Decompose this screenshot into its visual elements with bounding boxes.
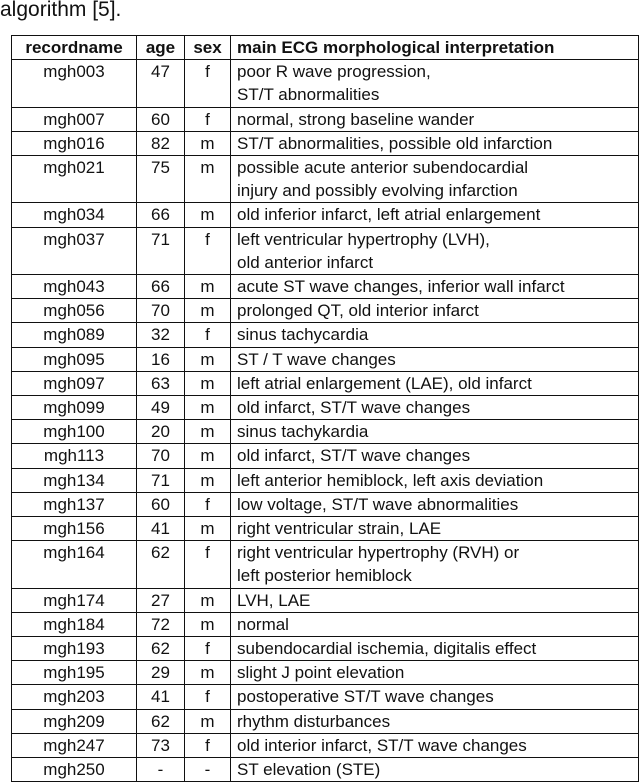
header-sex: sex xyxy=(185,36,231,60)
cell-recordname: mgh003 xyxy=(12,60,137,107)
interpretation-line: right ventricular strain, LAE xyxy=(237,519,442,539)
interpretation-line: low voltage, ST/T wave abnormalities xyxy=(237,494,519,514)
interpretation-line: sinus tachykardia xyxy=(237,422,369,442)
table-row xyxy=(12,420,639,444)
table-row xyxy=(12,299,639,323)
cell-recordname: mgh164 xyxy=(12,541,137,588)
cell-interpretation xyxy=(231,227,639,274)
cell-interpretation xyxy=(231,685,639,709)
cell-interpretation xyxy=(231,371,639,395)
cell-age: 71 xyxy=(137,227,185,274)
cell-sex: m xyxy=(185,396,231,420)
table-row xyxy=(12,131,639,155)
table-row xyxy=(12,275,639,299)
interpretation-line: ST / T wave changes xyxy=(237,349,396,369)
cell-recordname: mgh195 xyxy=(12,661,137,685)
cell-sex: f xyxy=(185,637,231,661)
cell-recordname: mgh156 xyxy=(12,517,137,541)
cell-sex: f xyxy=(185,685,231,709)
interpretation-line: LVH, LAE xyxy=(237,590,311,610)
table-row xyxy=(12,347,639,371)
cell-interpretation xyxy=(231,131,639,155)
interpretation-line: old anterior infarct xyxy=(237,252,374,272)
cell-recordname: mgh021 xyxy=(12,156,137,203)
interpretation-line: injury and possibly evolving infarction xyxy=(237,181,518,201)
cell-recordname: mgh099 xyxy=(12,396,137,420)
table-row xyxy=(12,758,639,782)
table-row xyxy=(12,637,639,661)
cell-interpretation xyxy=(231,588,639,612)
cell-sex: f xyxy=(185,733,231,757)
cell-interpretation xyxy=(231,396,639,420)
cell-sex: f xyxy=(185,227,231,274)
cell-age: 16 xyxy=(137,347,185,371)
cell-interpretation xyxy=(231,661,639,685)
cell-recordname: mgh016 xyxy=(12,131,137,155)
cell-age: 60 xyxy=(137,492,185,516)
interpretation-line: ST/T abnormalities xyxy=(237,85,380,105)
cell-interpretation xyxy=(231,323,639,347)
cell-age: 70 xyxy=(137,444,185,468)
cell-age: 82 xyxy=(137,131,185,155)
table-row xyxy=(12,661,639,685)
ecg-records-table xyxy=(11,35,639,782)
cell-sex: m xyxy=(185,131,231,155)
interpretation-line: possible acute anterior subendocardial xyxy=(237,158,529,178)
cell-recordname: mgh250 xyxy=(12,758,137,782)
cell-age: 32 xyxy=(137,323,185,347)
cell-recordname: mgh209 xyxy=(12,709,137,733)
cell-age: 60 xyxy=(137,107,185,131)
cell-age: 41 xyxy=(137,685,185,709)
cell-interpretation xyxy=(231,517,639,541)
cell-sex: m xyxy=(185,347,231,371)
table-row xyxy=(12,685,639,709)
cell-recordname: mgh037 xyxy=(12,227,137,274)
cell-recordname: mgh174 xyxy=(12,588,137,612)
table-row xyxy=(12,323,639,347)
cell-recordname: mgh056 xyxy=(12,299,137,323)
cell-interpretation xyxy=(231,156,639,203)
table-row xyxy=(12,156,639,203)
interpretation-line: old infarct, ST/T wave changes xyxy=(237,398,471,418)
table-row xyxy=(12,492,639,516)
cell-sex: m xyxy=(185,203,231,227)
cell-recordname: mgh095 xyxy=(12,347,137,371)
cell-age: 27 xyxy=(137,588,185,612)
cell-age: 73 xyxy=(137,733,185,757)
header-interpretation: main ECG morphological interpretation xyxy=(231,36,639,60)
cell-age: 29 xyxy=(137,661,185,685)
table-row xyxy=(12,107,639,131)
cell-interpretation xyxy=(231,203,639,227)
cell-sex: f xyxy=(185,107,231,131)
interpretation-line: left posterior hemiblock xyxy=(237,566,412,586)
cell-age: 49 xyxy=(137,396,185,420)
cell-sex: m xyxy=(185,371,231,395)
cell-interpretation xyxy=(231,444,639,468)
interpretation-line: ST elevation (STE) xyxy=(237,760,381,780)
cell-interpretation xyxy=(231,275,639,299)
cell-sex: m xyxy=(185,420,231,444)
cell-age: 63 xyxy=(137,371,185,395)
interpretation-line: old interior infarct, ST/T wave changes xyxy=(237,735,527,755)
interpretation-line: sinus tachycardia xyxy=(237,325,369,345)
interpretation-line: ST/T abnormalities, possible old infarction xyxy=(237,133,553,153)
cell-sex: m xyxy=(185,612,231,636)
cell-age: 75 xyxy=(137,156,185,203)
cell-interpretation xyxy=(231,468,639,492)
cell-age: 70 xyxy=(137,299,185,323)
cell-age: 41 xyxy=(137,517,185,541)
cell-age: 66 xyxy=(137,203,185,227)
cell-sex: f xyxy=(185,323,231,347)
header-recordname: recordname xyxy=(12,36,137,60)
cell-sex: m xyxy=(185,444,231,468)
cell-age: 72 xyxy=(137,612,185,636)
cell-sex: m xyxy=(185,709,231,733)
table-row xyxy=(12,444,639,468)
interpretation-line: normal, strong baseline wander xyxy=(237,109,475,129)
cell-interpretation xyxy=(231,492,639,516)
cell-recordname: mgh193 xyxy=(12,637,137,661)
cell-recordname: mgh247 xyxy=(12,733,137,757)
cell-sex: f xyxy=(185,60,231,107)
cell-recordname: mgh097 xyxy=(12,371,137,395)
interpretation-line: left atrial enlargement (LAE), old infarct xyxy=(237,373,532,393)
table-row xyxy=(12,396,639,420)
cell-sex: m xyxy=(185,156,231,203)
cell-recordname: mgh134 xyxy=(12,468,137,492)
table-row xyxy=(12,468,639,492)
interpretation-line: poor R wave progression, xyxy=(237,62,431,82)
table-row xyxy=(12,203,639,227)
cell-recordname: mgh089 xyxy=(12,323,137,347)
cell-recordname: mgh184 xyxy=(12,612,137,636)
cell-age: 62 xyxy=(137,709,185,733)
cell-sex: m xyxy=(185,468,231,492)
cell-age: 66 xyxy=(137,275,185,299)
cell-interpretation xyxy=(231,733,639,757)
interpretation-line: right ventricular hypertrophy (RVH) or xyxy=(237,543,520,563)
table-row xyxy=(12,60,639,107)
cell-interpretation xyxy=(231,758,639,782)
cell-sex: f xyxy=(185,541,231,588)
cell-age: - xyxy=(137,758,185,782)
cell-age: 20 xyxy=(137,420,185,444)
interpretation-line: left anterior hemiblock, left axis deviation xyxy=(237,470,544,490)
table-row xyxy=(12,517,639,541)
interpretation-line: old infarct, ST/T wave changes xyxy=(237,446,471,466)
cell-age: 62 xyxy=(137,637,185,661)
cell-interpretation xyxy=(231,60,639,107)
interpretation-line: left ventricular hypertrophy (LVH), xyxy=(237,229,490,249)
cell-sex: f xyxy=(185,492,231,516)
interpretation-line: rhythm disturbances xyxy=(237,711,391,731)
cell-interpretation xyxy=(231,347,639,371)
cell-interpretation xyxy=(231,107,639,131)
cell-age: 62 xyxy=(137,541,185,588)
cell-sex: m xyxy=(185,517,231,541)
cell-recordname: mgh100 xyxy=(12,420,137,444)
cell-recordname: mgh203 xyxy=(12,685,137,709)
cell-recordname: mgh043 xyxy=(12,275,137,299)
table-row xyxy=(12,371,639,395)
interpretation-line: acute ST wave changes, inferior wall infarct xyxy=(237,277,565,297)
caption-text: algorithm [5]. xyxy=(0,0,122,21)
cell-recordname: mgh007 xyxy=(12,107,137,131)
cell-recordname: mgh113 xyxy=(12,444,137,468)
cell-sex: m xyxy=(185,588,231,612)
cell-interpretation xyxy=(231,709,639,733)
header-age: age xyxy=(137,36,185,60)
interpretation-line: prolonged QT, old interior infarct xyxy=(237,301,479,321)
cell-recordname: mgh137 xyxy=(12,492,137,516)
cell-age: 47 xyxy=(137,60,185,107)
interpretation-line: subendocardial ischemia, digitalis effect xyxy=(237,639,537,659)
table-row xyxy=(12,709,639,733)
table-row xyxy=(12,541,639,588)
cell-sex: m xyxy=(185,299,231,323)
cell-interpretation xyxy=(231,637,639,661)
cell-sex: - xyxy=(185,758,231,782)
table-row xyxy=(12,612,639,636)
table-row xyxy=(12,733,639,757)
cell-sex: m xyxy=(185,275,231,299)
interpretation-line: old inferior infarct, left atrial enlargement xyxy=(237,205,541,225)
cell-interpretation xyxy=(231,612,639,636)
table-row xyxy=(12,227,639,274)
cell-age: 71 xyxy=(137,468,185,492)
table-header-row xyxy=(12,36,639,60)
cell-recordname: mgh034 xyxy=(12,203,137,227)
cell-interpretation xyxy=(231,420,639,444)
interpretation-line: normal xyxy=(237,614,289,634)
interpretation-line: slight J point elevation xyxy=(237,663,405,683)
interpretation-line: postoperative ST/T wave changes xyxy=(237,687,494,707)
table-row xyxy=(12,588,639,612)
cell-interpretation xyxy=(231,299,639,323)
cell-interpretation xyxy=(231,541,639,588)
cell-sex: m xyxy=(185,661,231,685)
